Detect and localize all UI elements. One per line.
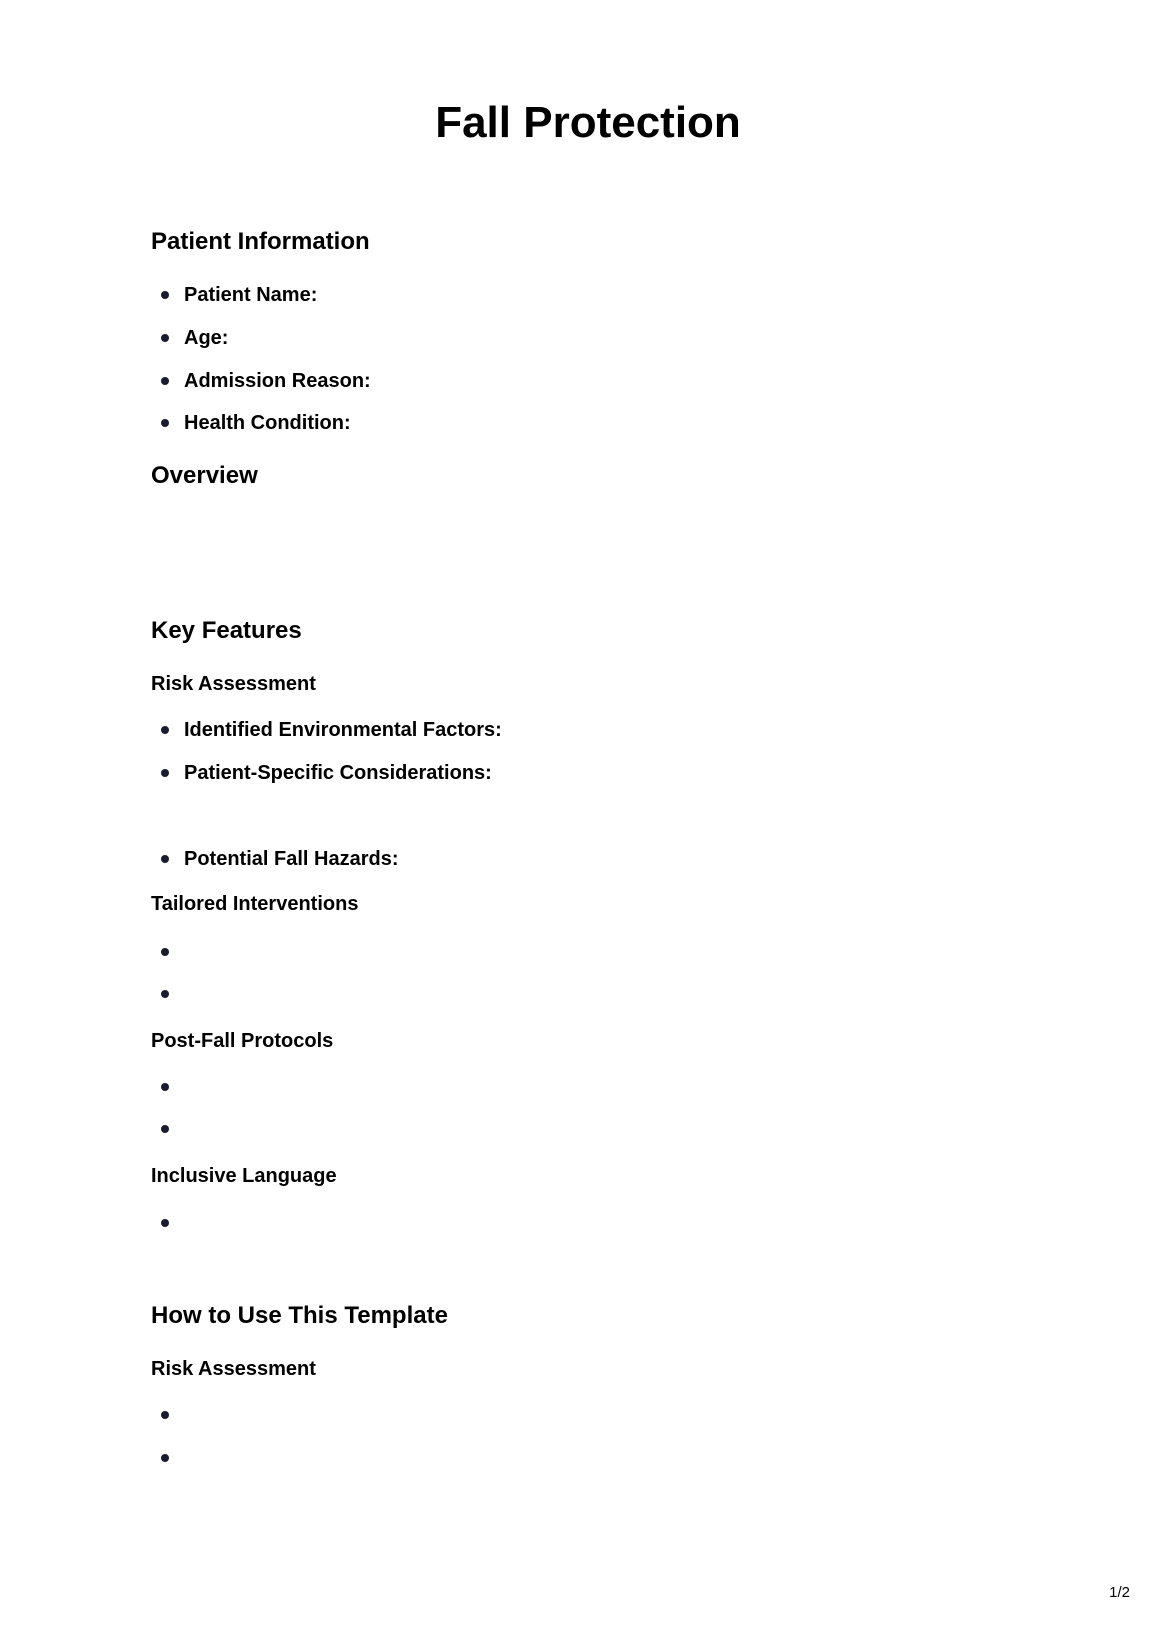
bullet-icon: [161, 990, 169, 998]
bullet-icon: [161, 334, 169, 342]
environmental-factors-label: Identified Environmental Factors:: [184, 719, 502, 741]
list-item: [151, 1209, 184, 1237]
page-number: 1/2: [1109, 1584, 1130, 1601]
bullet-icon: [161, 1083, 169, 1091]
list-item-health-condition: [151, 409, 351, 437]
list-item-age: [151, 324, 228, 352]
list-item: [151, 938, 184, 966]
admission-reason-label: Admission Reason:: [184, 370, 371, 392]
patient-name-label: Patient Name:: [184, 284, 318, 306]
list-item: [151, 1073, 184, 1101]
potential-fall-hazards-label: Potential Fall Hazards:: [184, 848, 399, 870]
list-item: [151, 1401, 184, 1429]
list-item-patient-specific-considerations: [151, 759, 492, 787]
list-item: [151, 1115, 184, 1143]
tailored-interventions-heading: Tailored Interventions: [151, 893, 359, 915]
bullet-icon: [161, 1219, 169, 1227]
list-item-patient-name: [151, 281, 317, 309]
list-item-potential-fall-hazards: [151, 845, 399, 873]
bullet-icon: [161, 855, 169, 863]
bullet-icon: [161, 1125, 169, 1133]
post-fall-protocols-heading: Post-Fall Protocols: [151, 1030, 334, 1052]
key-features-heading: Key Features: [151, 617, 302, 644]
bullet-icon: [161, 726, 169, 734]
patient-information-heading: Patient Information: [151, 228, 370, 255]
bullet-icon: [161, 1454, 169, 1462]
list-item-admission-reason: [151, 367, 371, 395]
bullet-icon: [161, 948, 169, 956]
list-item-environmental-factors: [151, 716, 502, 744]
list-item: [151, 980, 184, 1008]
bullet-icon: [161, 291, 169, 299]
bullet-icon: [161, 419, 169, 427]
inclusive-language-heading: Inclusive Language: [151, 1165, 337, 1187]
document-title: Fall Protection: [435, 98, 741, 147]
how-to-use-heading: How to Use This Template: [151, 1302, 448, 1329]
list-item: [151, 1444, 184, 1472]
how-to-use-risk-assessment-heading: Risk Assessment: [151, 1358, 316, 1380]
bullet-icon: [161, 1411, 169, 1419]
bullet-icon: [161, 377, 169, 385]
bullet-icon: [161, 769, 169, 777]
risk-assessment-heading: Risk Assessment: [151, 673, 316, 695]
age-label: Age:: [184, 327, 229, 349]
patient-specific-considerations-label: Patient-Specific Considerations:: [184, 762, 492, 784]
health-condition-label: Health Condition:: [184, 412, 351, 434]
overview-heading: Overview: [151, 462, 258, 489]
